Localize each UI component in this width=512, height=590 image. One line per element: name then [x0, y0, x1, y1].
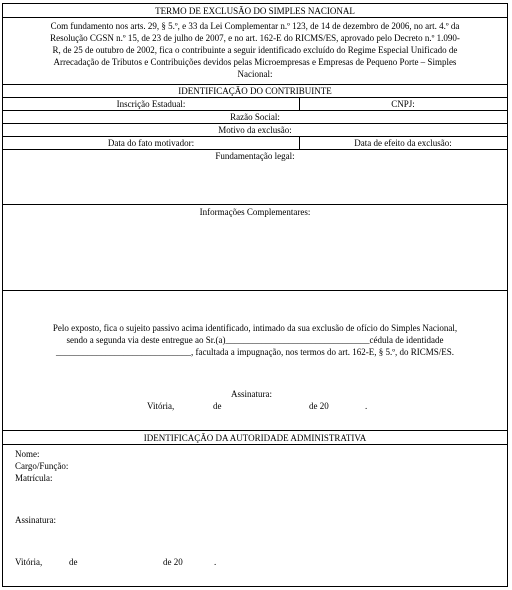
- razao-social-label: Razão Social:: [230, 112, 280, 122]
- intro-line: Resolução CGSN n.º 15, de 23 de julho de 2007, e no art. 162-E do RICMS/ES, aprovado pelo Decreto n.º 1.090-: [50, 33, 460, 43]
- exclusion-term-form: [2, 3, 508, 587]
- intimacao-line: ______________________________, facultada a impugnação, nos termos do art. 162-E, § 5.º, do RICMS/ES.: [56, 347, 454, 357]
- intro-paragraph: [3, 18, 507, 85]
- informacoes-complementares-field[interactable]: [3, 205, 507, 291]
- fundamentacao-legal-field[interactable]: [3, 150, 507, 205]
- cargo-funcao-label: Cargo/Função:: [15, 461, 69, 471]
- cnpj-field[interactable]: [299, 98, 507, 110]
- inscricao-estadual-label: Inscrição Estadual:: [116, 99, 186, 109]
- section-title: IDENTIFICAÇÃO DO CONTRIBUINTE: [178, 86, 332, 96]
- intimacao-line: sendo a segunda via deste entregue ao Sr.(a)________________________________cédula de identidade: [66, 335, 444, 345]
- data-efeito-exclusao-field[interactable]: [299, 137, 507, 149]
- cnpj-label: CNPJ:: [391, 99, 415, 109]
- inscricao-estadual-field[interactable]: [3, 98, 299, 110]
- section-title: IDENTIFICAÇÃO DA AUTORIDADE ADMINISTRATIVA: [143, 433, 367, 443]
- fundamentacao-legal-label: Fundamentação legal:: [215, 151, 295, 161]
- contribuinte-date-period: .: [365, 401, 368, 411]
- motivo-exclusao-label: Motivo da exclusão:: [218, 125, 292, 135]
- contribuinte-date-year: de 20: [309, 401, 329, 411]
- intro-line: R, de 25 de outubro de 2002, fica o contribuinte a seguir identificado excluído do Regime Especial Unificado de: [52, 45, 458, 55]
- autoridade-date-year: de 20: [163, 557, 183, 567]
- nome-label: Nome:: [15, 449, 40, 459]
- autoridade-block: [3, 445, 507, 586]
- intro-line: Com fundamento nos arts. 29, § 5.º, e 33 da Lei Complementar n.º 123, de 14 de dezembro de 2006, no art. 4.º da: [50, 21, 460, 31]
- datas-row: [3, 137, 507, 150]
- intimacao-block: [3, 291, 507, 431]
- data-fato-motivador-field[interactable]: [3, 137, 299, 149]
- autoridade-date-period: .: [214, 557, 217, 567]
- data-efeito-exclusao-label: Data de efeito da exclusão:: [354, 138, 452, 148]
- matricula-label: Matrícula:: [15, 473, 53, 483]
- intro-line: Arrecadação de Tributos e Contribuições devidos pelas Microempresas e Empresas de Pequeno Porte – Simples: [53, 57, 457, 67]
- intimacao-line: Pelo exposto, fica o sujeito passivo acima identificado, intimado da sua exclusão de ofício do Simples Nacional,: [52, 323, 458, 333]
- autoridade-city: Vitória,: [15, 557, 43, 567]
- autoridade-date-de: de: [69, 557, 78, 567]
- data-fato-motivador-label: Data do fato motivador:: [107, 138, 195, 148]
- form-title-row: [3, 4, 507, 18]
- autoridade-assinatura-label: Assinatura:: [15, 515, 56, 525]
- contribuinte-date-de: de: [213, 401, 222, 411]
- motivo-exclusao-field[interactable]: [3, 124, 507, 137]
- contribuinte-assinatura-label: Assinatura:: [231, 389, 272, 399]
- form-title: TERMO DE EXCLUSÃO DO SIMPLES NACIONAL: [155, 6, 355, 16]
- contribuinte-section-title: [3, 85, 507, 98]
- intro-line: Nacional:: [237, 69, 273, 79]
- inscricao-cnpj-row: [3, 98, 507, 111]
- razao-social-field[interactable]: [3, 111, 507, 124]
- autoridade-section-title: [3, 431, 507, 445]
- contribuinte-city: Vitória,: [147, 401, 175, 411]
- informacoes-complementares-label: Informações Complementares:: [199, 207, 311, 217]
